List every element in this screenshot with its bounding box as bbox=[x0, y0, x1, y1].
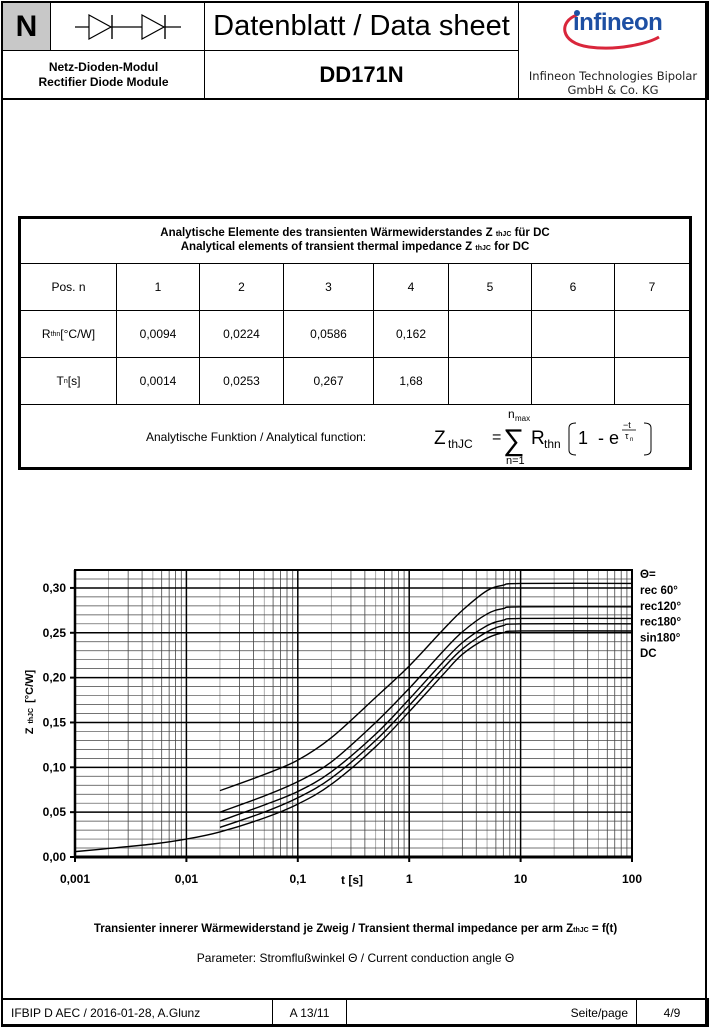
formula-equals: = bbox=[492, 429, 502, 446]
table-cell: 1 bbox=[117, 264, 200, 310]
table-row-rthn bbox=[21, 311, 689, 358]
page-footer bbox=[1, 998, 709, 1027]
company-line-1: Infineon Technologies Bipolar bbox=[528, 69, 698, 83]
table-cell: 0,0094 bbox=[117, 311, 200, 357]
sheet-title: Datenblatt / Data sheet bbox=[205, 3, 519, 51]
table-cell: 5 bbox=[449, 264, 532, 310]
document-reference: IFBIP D AEC / 2016-01-28, A.Glunz bbox=[3, 1000, 273, 1025]
legend-item: rec 60° bbox=[640, 585, 678, 597]
x-tick-label: 0,1 bbox=[289, 872, 307, 886]
legend-item: rec180° bbox=[640, 616, 682, 629]
thermal-elements-table bbox=[18, 216, 692, 470]
y-tick-label: 0,00 bbox=[42, 850, 66, 864]
curve-dc bbox=[75, 631, 632, 852]
diode-symbol-box bbox=[51, 3, 205, 51]
legend-item: rec120° bbox=[640, 600, 682, 613]
two-diodes-in-series-icon bbox=[51, 3, 205, 51]
chart-grid bbox=[75, 570, 632, 857]
transient-thermal-impedance-chart bbox=[0, 555, 711, 900]
product-type-de: Netz-Dioden-Modul bbox=[48, 59, 159, 74]
table-cell: 1,68 bbox=[374, 358, 449, 404]
formula-lhs: Z bbox=[434, 428, 446, 449]
table-cell bbox=[615, 358, 689, 404]
formula-term: R bbox=[531, 428, 545, 449]
chart-tick-labels bbox=[43, 581, 643, 886]
formula-sum-top-sub: max bbox=[515, 414, 531, 423]
formula-exp-den: τ bbox=[625, 431, 629, 441]
formula-exp-den-sub: n bbox=[630, 437, 634, 443]
table-cell: 0,0586 bbox=[284, 311, 374, 357]
x-tick-label: 0,001 bbox=[59, 872, 91, 886]
product-type-en: Rectifier Diode Module bbox=[38, 74, 169, 89]
thermal-impedance-formula bbox=[426, 405, 666, 467]
legend-title: Θ= bbox=[640, 569, 656, 581]
table-cell bbox=[449, 358, 532, 404]
formula-body: 1 - e bbox=[578, 428, 620, 448]
part-number: DD171N bbox=[205, 51, 519, 98]
chart-legend bbox=[640, 569, 681, 660]
table-cell: 3 bbox=[284, 264, 374, 310]
revision: A 13/11 bbox=[273, 1000, 347, 1025]
table-header-row bbox=[21, 264, 689, 311]
page-label: Seite/page bbox=[347, 1000, 637, 1025]
table-cell bbox=[449, 311, 532, 357]
row-label: T n [s] bbox=[21, 358, 117, 404]
x-tick-label: 1 bbox=[405, 872, 413, 886]
table-title bbox=[21, 219, 689, 264]
table-cell: 6 bbox=[532, 264, 615, 310]
table-cell: 0,162 bbox=[374, 311, 449, 357]
table-cell: 0,0253 bbox=[200, 358, 284, 404]
sum-sign-icon: ∑ bbox=[503, 424, 525, 457]
company-line-2: GmbH & Co. KG bbox=[567, 83, 659, 97]
x-tick-label: 0,01 bbox=[174, 872, 199, 886]
table-row-tn bbox=[21, 358, 689, 405]
table-cell: 4 bbox=[374, 264, 449, 310]
formula-exp-num: −t bbox=[623, 420, 631, 430]
curve-sin180 bbox=[220, 624, 632, 828]
type-letter: N bbox=[3, 3, 51, 51]
page-number: 4/9 bbox=[663, 1005, 681, 1020]
y-tick-label: 0,15 bbox=[42, 715, 66, 730]
chart-parameter-note: Parameter: Stromflußwinkel Θ / Current conduction angle Θ bbox=[196, 951, 515, 965]
chart-caption: Transienter innerer Wärmewiderstand je Zweig / Transient thermal impedance per arm ZthJC = f(t) bbox=[93, 923, 618, 935]
x-axis-label: t [s] bbox=[341, 873, 363, 887]
y-tick-label: 0,10 bbox=[42, 760, 66, 775]
table-cell: 0,267 bbox=[284, 358, 374, 404]
table-title-en: Analytical elements of transient thermal impedance Z thJC for DC bbox=[180, 241, 530, 253]
table-cell: 2 bbox=[200, 264, 284, 310]
table-cell: 0,0014 bbox=[117, 358, 200, 404]
function-label: Analytische Funktion / Analytical function: bbox=[146, 430, 367, 444]
row-label: Pos. n bbox=[21, 264, 117, 310]
formula-sum-bottom: n=1 bbox=[506, 455, 525, 467]
table-cell: 7 bbox=[648, 280, 656, 294]
y-tick-label: 0,25 bbox=[42, 625, 66, 640]
row-label: R thn [°C/W] bbox=[21, 311, 117, 357]
table-cell bbox=[615, 311, 689, 357]
brand-logo-text: infineon bbox=[573, 9, 663, 36]
legend-item: sin180° bbox=[640, 632, 681, 645]
y-tick-label: 0,05 bbox=[42, 805, 66, 820]
y-tick-label: 0,20 bbox=[42, 670, 66, 685]
x-tick-label: 100 bbox=[621, 872, 643, 886]
x-tick-label: 10 bbox=[513, 872, 528, 886]
y-tick-label: 0,30 bbox=[42, 580, 66, 595]
company-logo-box bbox=[519, 3, 707, 98]
table-cell bbox=[532, 358, 615, 404]
formula-sum-top: n bbox=[508, 407, 515, 421]
legend-item: DC bbox=[640, 648, 657, 661]
curve-rec120 bbox=[220, 607, 632, 813]
datasheet-header bbox=[1, 1, 709, 100]
table-cell bbox=[532, 311, 615, 357]
y-axis-label: Z thJC [°C/W] bbox=[24, 669, 36, 735]
formula-term-sub: thn bbox=[544, 437, 561, 451]
analytical-function-row bbox=[21, 405, 689, 467]
table-title-de: Analytische Elemente des transienten Wärmewiderstandes Z thJC für DC bbox=[160, 227, 550, 239]
product-type bbox=[3, 51, 205, 98]
table-cell: 0,0224 bbox=[200, 311, 284, 357]
formula-lhs-sub: thJC bbox=[448, 437, 473, 451]
company-name bbox=[519, 69, 707, 97]
